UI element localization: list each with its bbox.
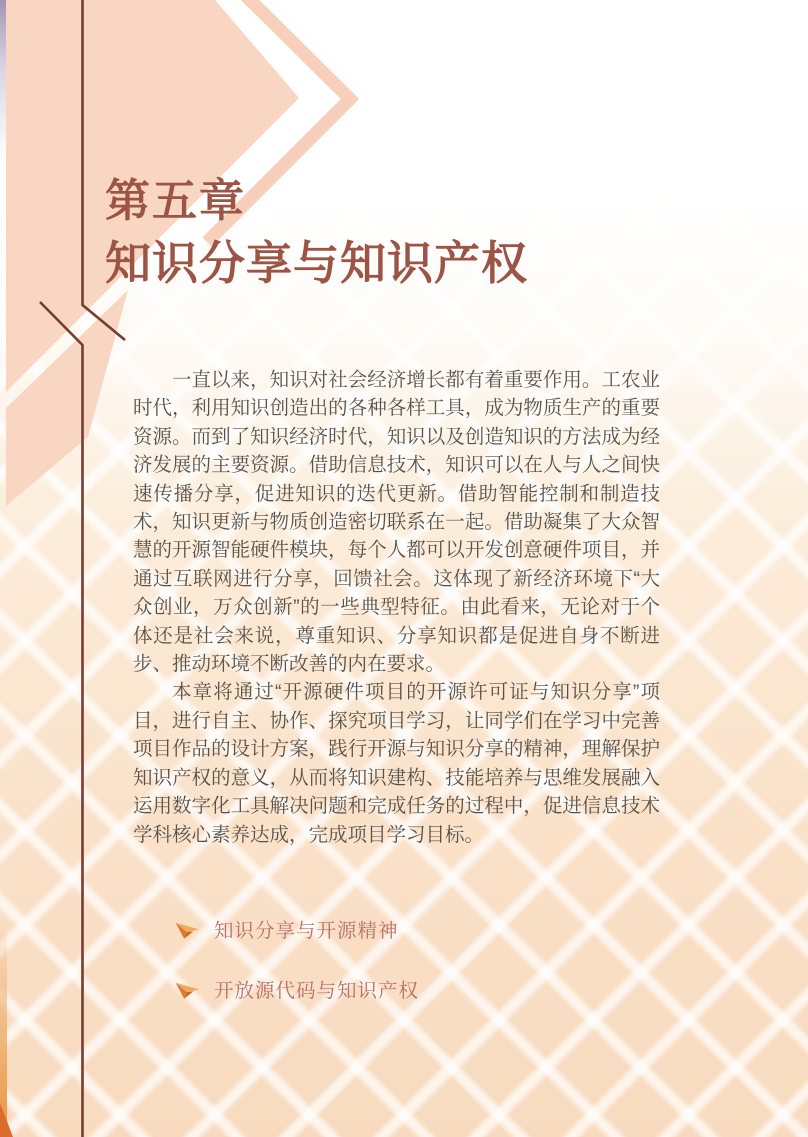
chapter-number: 第五章	[105, 175, 247, 226]
paper-plane-icon	[174, 918, 201, 941]
intro-paragraph-2: 本章将通过“开源硬件项目的开源许可证与知识分享”项目，进行自主、协作、探究项目学习，让同学们在学习中完善项目作品的设计方案，践行开源与知识分享的精神，理解保护知识产权的意义，从而将知识建构、技能培养与思维发展融入运用数字化工具解决问题和完成任务的过程中，促进信息技术学科核心素养达成，完成项目学习目标。	[133, 681, 660, 846]
section-item	[174, 915, 419, 943]
page-corner-wedge	[0, 1103, 13, 1137]
section-label: 知识分享与开源精神	[214, 920, 399, 942]
chapter-title: 知识分享与知识产权	[105, 237, 528, 289]
paper-plane-icon	[174, 978, 201, 1001]
chapter-header	[105, 176, 528, 288]
section-list	[174, 915, 419, 1035]
intro-paragraph-1: 一直以来，知识对社会经济增长都有着重要作用。工农业时代，利用知识创造出的各种各样工具，成为物质生产的重要资源。而到了知识经济时代，知识以及创造知识的方法成为经济发展的主要资源。借助信息技术，知识可以在人与人之间快速传播分享，促进知识的迭代更新。借助智能控制和制造技术，知识更新与物质创造密切联系在一起。借助凝集了大众智慧的开源智能硬件模块，每个人都可以开发创意硬件项目，并通过互联网进行分享，回馈社会。这体现了新经济环境下“大众创业，万众创新”的一些典型特征。由此看来，无论对于个体还是社会来说，尊重知识、分享知识都是促进自身不断进步、推动环境不断改善的内在要求。	[133, 369, 660, 676]
page-edge-artifact-top	[0, 0, 6, 160]
chapter-intro	[133, 366, 660, 849]
section-item	[174, 975, 419, 1003]
section-label: 开放源代码与知识产权	[214, 980, 420, 1002]
